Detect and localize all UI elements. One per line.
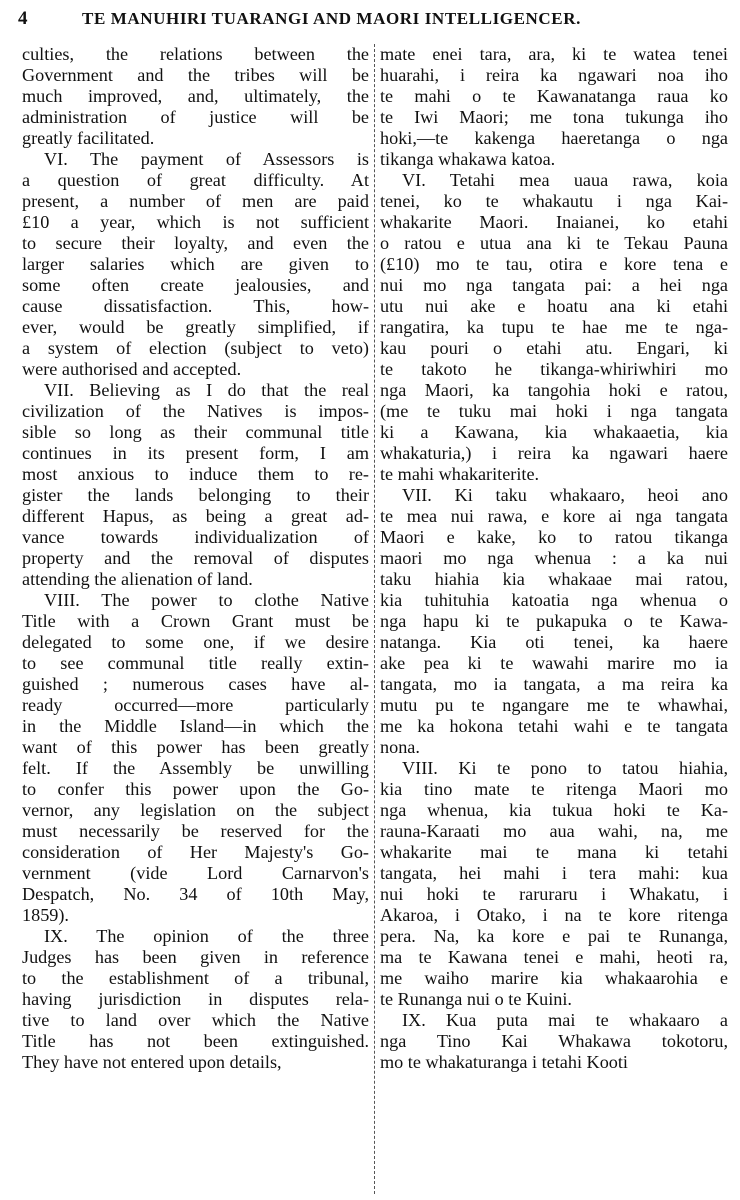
text-line: Title has not been extinguished. — [22, 1031, 369, 1051]
maori-paragraph — [380, 170, 728, 485]
text-line: huarahi, i reira ka ngawari noa iho — [380, 65, 728, 85]
text-line: natanga. Kia oti tenei, ka haere — [380, 632, 728, 652]
text-line: Judges has been given in reference — [22, 947, 369, 967]
page-number: 4 — [18, 8, 28, 29]
text-line: They have not entered upon details, — [22, 1052, 282, 1072]
text-line: VIII. The power to clothe Native — [44, 590, 369, 610]
english-column — [22, 44, 369, 1073]
column-divider — [374, 44, 375, 1194]
text-line: (£10) mo te tau, otira e kore tena e — [380, 254, 728, 274]
text-line: ever, would be greatly simplified, if — [22, 317, 369, 337]
text-line: VI. Tetahi mea uaua rawa, koia — [402, 170, 728, 190]
text-line: ake pea ki te wawahi marire mo ia — [380, 653, 728, 673]
text-line: te mahi o te Kawanatanga raua ko — [380, 86, 728, 106]
text-line: tikanga whakawa katoa. — [380, 149, 556, 169]
text-line: Government and the tribes will be — [22, 65, 369, 85]
text-line: vance towards individualization of — [22, 527, 369, 547]
text-line: tive to land over which the Native — [22, 1010, 369, 1030]
text-line: sible so long as their communal title — [22, 422, 369, 442]
text-line: pera. Na, ka kore e pai te Runanga, — [380, 926, 728, 946]
text-line: culties, the relations between the — [22, 44, 369, 64]
page-header — [0, 2, 740, 36]
running-title: TE MANUHIRI TUARANGI AND MAORI INTELLIGENCER. — [82, 9, 581, 28]
text-line: maori mo nga whenua : a ka nui — [380, 548, 728, 568]
text-line: Title with a Crown Grant must be — [22, 611, 369, 631]
text-line: mo te whakaturanga i tetahi Kooti — [380, 1052, 628, 1072]
text-line: present, a number of men are paid — [22, 191, 369, 211]
text-line: cause dissatisfaction. This, how- — [22, 296, 369, 316]
text-line: nui mo nga tangata pai: a hei nga — [380, 275, 728, 295]
text-line: to see communal title really extin- — [22, 653, 369, 673]
text-line: VI. The payment of Assessors is — [44, 149, 369, 169]
text-line: gister the lands belonging to their — [22, 485, 369, 505]
text-line: VII. Ki taku whakaaro, heoi ano — [402, 485, 728, 505]
text-line: continues in its present form, I am — [22, 443, 369, 463]
text-line: to confer this power upon the Go- — [22, 779, 369, 799]
text-line: to the establishment of a tribunal, — [22, 968, 369, 988]
maori-column — [380, 44, 728, 1073]
text-line: ma te Kawana tenei e mahi, heoti ra, — [380, 947, 728, 967]
text-line: delegated to some one, if we desire — [22, 632, 369, 652]
text-line: VIII. Ki te pono to tatou hiahia, — [402, 758, 728, 778]
text-line: Maori e kake, ko to ratou tikanga — [380, 527, 728, 547]
text-line: property and the removal of disputes — [22, 548, 369, 568]
text-line: a question of great difficulty. At — [22, 170, 369, 190]
maori-paragraph — [380, 485, 728, 758]
text-line: attending the alienation of land. — [22, 569, 253, 589]
text-line: felt. If the Assembly be unwilling — [22, 758, 369, 778]
text-line: mate enei tara, ara, ki te watea tenei — [380, 44, 728, 64]
text-line: were authorised and accepted. — [22, 359, 242, 379]
text-line: utu nui ake e hoatu ana ki etahi — [380, 296, 728, 316]
text-line: greatly facilitated. — [22, 128, 155, 148]
text-line: guished ; numerous cases have al- — [22, 674, 369, 694]
text-line: VII. Believing as I do that the real — [44, 380, 369, 400]
text-line: me ka hokona tetahi wahi e te tangata — [380, 716, 728, 736]
maori-paragraph — [380, 758, 728, 1010]
text-line: to secure their loyalty, and even the — [22, 233, 369, 253]
text-line: kia tuhituhia katoatia nga whenua o — [380, 590, 728, 610]
maori-paragraph — [380, 1010, 728, 1073]
text-line: nona. — [380, 737, 420, 757]
text-line: te Iwi Maori; me tona tukunga iho — [380, 107, 728, 127]
english-paragraph — [22, 149, 369, 380]
text-line: Despatch, No. 34 of 10th May, — [22, 884, 369, 904]
english-paragraph — [22, 380, 369, 590]
text-line: whakaturia,) i reira ka ngawari haere — [380, 443, 728, 463]
text-line: most anxious to induce them to re- — [22, 464, 369, 484]
text-line: rauna-Karaati mo aua wahi, na, me — [380, 821, 728, 841]
text-line: some often create jealousies, and — [22, 275, 369, 295]
text-line: having jurisdiction in disputes rela- — [22, 989, 369, 1009]
text-line: whakarite Maori. Inaianei, ko etahi — [380, 212, 728, 232]
text-line: administration of justice will be — [22, 107, 369, 127]
text-line: te mea nui rawa, e kore ai nga tangata — [380, 506, 728, 526]
text-line: IX. Kua puta mai te whakaaro a — [402, 1010, 728, 1030]
text-line: in the Middle Island—in which the — [22, 716, 369, 736]
text-line: taku hiahia kia whakaae mai ratou, — [380, 569, 728, 589]
text-line: 1859). — [22, 905, 69, 925]
text-line: rangatira, ka tupu te hae me te nga- — [380, 317, 728, 337]
text-line: me waiho marire kia whakaarohia e — [380, 968, 728, 988]
text-line: o ratou e utua ana ki te Tekau Pauna — [380, 233, 728, 253]
text-line: IX. The opinion of the three — [44, 926, 369, 946]
text-line: nga hapu ki te pukapuka o te Kawa- — [380, 611, 728, 631]
english-paragraph — [22, 44, 369, 149]
english-paragraph — [22, 926, 369, 1073]
text-line: nga Maori, ka tangohia hoki e ratou, — [380, 380, 728, 400]
text-line: civilization of the Natives is impos- — [22, 401, 369, 421]
text-line: nga whenua, kia tukua hoki te Ka- — [380, 800, 728, 820]
text-line: kia tino mate te ritenga Maori mo — [380, 779, 728, 799]
text-line: hoki,—te kakenga haeretanga o nga — [380, 128, 728, 148]
text-line: te mahi whakariterite. — [380, 464, 540, 484]
text-line: a system of election (subject to veto) — [22, 338, 369, 358]
text-line: vernment (vide Lord Carnarvon's — [22, 863, 369, 883]
text-line: te Runanga nui o te Kuini. — [380, 989, 572, 1009]
text-line: kau pouri o etahi atu. Engari, ki — [380, 338, 728, 358]
text-line: ready occurred—more particularly — [22, 695, 369, 715]
text-line: mutu pu te ngangare me te whawhai, — [380, 695, 728, 715]
text-line: tangata, hei mahi i tera mahi: kua — [380, 863, 728, 883]
text-line: want of this power has been greatly — [22, 737, 369, 757]
text-line: nga Tino Kai Whakawa tokotoru, — [380, 1031, 728, 1051]
text-line: tenei, ko te whakautu i nga Kai- — [380, 191, 728, 211]
text-line: (me te tuku mai hoki i nga tangata — [380, 401, 728, 421]
text-line: whakarite mai te mana ki tetahi — [380, 842, 728, 862]
maori-paragraph — [380, 44, 728, 170]
text-line: consideration of Her Majesty's Go- — [22, 842, 369, 862]
text-line: different Hapus, as being a great ad- — [22, 506, 369, 526]
text-line: te takoto he tikanga-whiriwhiri mo — [380, 359, 728, 379]
text-line: Akaroa, i Otako, i na te kore ritenga — [380, 905, 728, 925]
text-line: much improved, and, ultimately, the — [22, 86, 369, 106]
text-line: larger salaries which are given to — [22, 254, 369, 274]
text-line: £10 a year, which is not sufficient — [22, 212, 369, 232]
text-line: tangata, mo ia tangata, a ma reira ka — [380, 674, 728, 694]
english-paragraph — [22, 590, 369, 926]
text-line: ki a Kawana, kia whakaaetia, kia — [380, 422, 728, 442]
text-line: nui hoki te raruraru i Whakatu, i — [380, 884, 728, 904]
text-line: must necessarily be reserved for the — [22, 821, 369, 841]
text-line: vernor, any legislation on the subject — [22, 800, 369, 820]
